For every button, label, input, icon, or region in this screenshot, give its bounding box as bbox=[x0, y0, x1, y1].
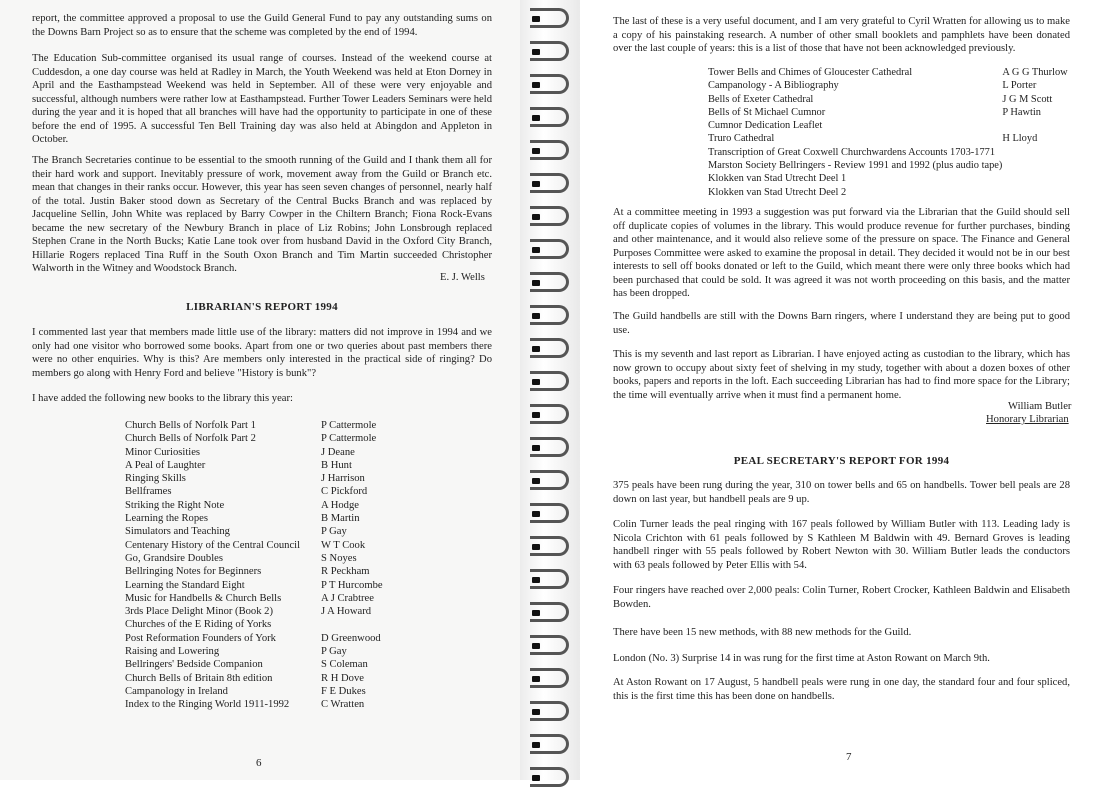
book-author: P Gay bbox=[321, 646, 347, 658]
right-paragraph-7: Four ringers have reached over 2,000 peals: Colin Turner, Robert Crocker, Kathleen Baldwin and Elisabeth Bowden. bbox=[613, 585, 1070, 610]
book-title: Bells of St Michael Cumnor bbox=[708, 106, 826, 118]
book-author: A G G Thurlow bbox=[1002, 67, 1068, 78]
book-author bbox=[1002, 172, 1067, 185]
book-title: Tower Bells and Chimes of Gloucester Cathedral bbox=[708, 67, 913, 78]
list-item bbox=[708, 172, 1068, 185]
book-title: Bellringers' Bedside Companion bbox=[125, 659, 263, 671]
book-author bbox=[1002, 146, 1067, 159]
librarian-report-heading: LIBRARIAN'S REPORT 1994 bbox=[186, 301, 338, 313]
page-number-right: 7 bbox=[846, 751, 852, 763]
book-author: S Coleman bbox=[321, 659, 368, 671]
left-paragraph-5: I have added the following new books to the library this year: bbox=[32, 393, 293, 404]
book-title: Church Bells of Britain 8th edition bbox=[125, 672, 273, 684]
list-item bbox=[708, 132, 1068, 145]
left-signature: E. J. Wells bbox=[440, 272, 485, 283]
book-author: W T Cook bbox=[321, 539, 366, 551]
book-title: Bellringing Notes for Beginners bbox=[125, 566, 262, 578]
signature-role: Honorary Librarian bbox=[986, 414, 1069, 425]
book-author: R Peckham bbox=[321, 566, 370, 578]
peal-secretary-heading: PEAL SECRETARY'S REPORT FOR 1994 bbox=[733, 455, 950, 467]
book-title: Truro Cathedral bbox=[708, 133, 775, 145]
book-author: L Porter bbox=[1002, 80, 1037, 92]
book-title: Church Bells of Norfolk Part 2 bbox=[125, 433, 256, 445]
book-author: B Hunt bbox=[321, 459, 352, 471]
left-paragraph-2: The Education Sub-committee organised its usual range of courses. Instead of the weekend course at Cuddesdon, a one day course was held at Radley in March, the Youth Weekend was held at Eton Dorney in April and the Easthampstead Weekend was held in September. All of these were very enjoyable and successful, although numbers were rather low at Easthampstead. Further Tower Leaders Seminars were held during the year and it is hoped that all branches will have had the opportunity to participate in one of these before the end of 1995. A successful Ten Bell Training day was also held at Abingdon and Appleton in October. bbox=[32, 53, 492, 145]
book-author: F E Dukes bbox=[321, 685, 366, 697]
book-title: Minor Curiosities bbox=[125, 446, 201, 458]
list-item bbox=[708, 146, 1068, 159]
left-paragraph-4: I commented last year that members made little use of the library: matters did not improve in 1994 and we only had one visitor who borrowed some books. Apart from one or two queries about past members there were no other enquiries. Why is this? Are members only interested in the practical side of ringing? Do members go along with Henry Ford and believe "History is bunk"? bbox=[32, 327, 492, 379]
book-author bbox=[1002, 119, 1067, 132]
right-paragraph-8: There have been 15 new methods, with 88 new methods for the Guild. bbox=[613, 627, 912, 638]
book-author: A J Crabtree bbox=[321, 592, 374, 604]
right-paragraph-2: At a committee meeting in 1993 a suggestion was put forward via the Librarian that the Guild should sell off duplicate copies of volumes in the library. This would produce revenue for further purchases, binding and other maintenance, and it would also relieve some of the pressure on space. The Finance and General Purposes Committee were asked to examine the proposal in detail. They decided it would not be in our best interests to sell off books donated or left to the Guild, which meant there were only three books which had been purchased that could be sold. It was agreed it was not worth proceeding on this basis, and the matter has been dropped. bbox=[613, 207, 1070, 299]
right-paragraph-6: Colin Turner leads the peal ringing with 167 peals followed by William Butler with 113. Leading lady is Nicola Crichton with 61 peals followed by S Kathleen M Baldwin with 49. Bernard Groves is leading handbell ringer with 55 peals followed by Robert Newton with 30. William Butler leads the conductors with 63 peals followed by Peter Ellis with 54. bbox=[613, 519, 1070, 571]
book-author: H Lloyd bbox=[1002, 133, 1038, 145]
book-title: Learning the Ropes bbox=[125, 513, 208, 525]
book-title: Index to the Ringing World 1911-1992 bbox=[125, 699, 290, 711]
right-paragraph-9: London (No. 3) Surprise 14 in was rung for the first time at Aston Rowant on March 9th. bbox=[613, 653, 990, 664]
page-number-left: 6 bbox=[256, 757, 262, 769]
book-author: P Hawtin bbox=[1002, 106, 1041, 118]
left-paragraph-1: report, the committee approved a proposal to use the Guild General Fund to pay any outstanding sums on the Downs Barn Project so as to ensure that the scheme was completed by the end of 1994. bbox=[32, 13, 492, 38]
book-title: Raising and Lowering bbox=[125, 646, 220, 658]
list-item bbox=[708, 119, 1068, 132]
list-item bbox=[708, 186, 1068, 199]
right-paragraph-4: This is my seventh and last report as Librarian. I have enjoyed acting as custodian to the library, which has now grown to occupy about sixty feet of shelving in my study, together with about a dozen boxes of other books, papers and reports in the loft. Each succeeding Librarian has had to find more space for the Library; the time will eventually arrive when it must find a permanent home. bbox=[613, 349, 1070, 401]
book-author bbox=[1002, 186, 1067, 199]
book-title: Cumnor Dedication Leaflet bbox=[708, 120, 823, 132]
book-title: Music for Handbells & Church Bells bbox=[125, 592, 282, 604]
book-author bbox=[1002, 159, 1067, 172]
book-title: Marston Society Bellringers - Review 1991 and 1992 (plus audio tape) bbox=[708, 160, 1003, 172]
donated-booklets-list bbox=[708, 66, 1068, 199]
book-author: C Wratten bbox=[321, 699, 365, 711]
book-author: P Gay bbox=[321, 526, 347, 538]
book-author: P Cattermole bbox=[321, 433, 377, 445]
list-item bbox=[708, 159, 1068, 172]
book-author: J G M Scott bbox=[1002, 93, 1053, 105]
book-title: Church Bells of Norfolk Part 1 bbox=[125, 420, 256, 431]
book-author: A Hodge bbox=[321, 499, 359, 511]
list-item bbox=[708, 79, 1068, 92]
book-title: Simulators and Teaching bbox=[125, 526, 230, 538]
book-author: B Martin bbox=[321, 513, 360, 525]
book-title: Campanology in Ireland bbox=[125, 685, 228, 697]
book-title: Bellframes bbox=[125, 486, 172, 498]
book-author: P T Hurcombe bbox=[321, 579, 383, 591]
book-title: Churches of the E Riding of Yorks bbox=[125, 619, 272, 631]
list-item bbox=[708, 66, 1068, 79]
right-paragraph-10: At Aston Rowant on 17 August, 5 handbell peals were rung in one day, the standard four and four spliced, this is the first time this has been done on handbells. bbox=[613, 677, 1070, 702]
book-title: 3rds Place Delight Minor (Book 2) bbox=[125, 606, 273, 618]
book-author: J A Howard bbox=[321, 606, 372, 618]
book-title: Go, Grandsire Doubles bbox=[125, 552, 223, 564]
book-author: C Pickford bbox=[321, 486, 368, 498]
book-author: J Harrison bbox=[321, 473, 365, 485]
list-item bbox=[708, 93, 1068, 106]
book-title: Transcription of Great Coxwell Churchwardens Accounts 1703-1771 bbox=[708, 146, 996, 158]
book-author: P Cattermole bbox=[321, 420, 377, 431]
book-title: Klokken van Stad Utrecht Deel 2 bbox=[708, 186, 847, 198]
book-author: S Noyes bbox=[321, 552, 357, 564]
book-title: Campanology - A Bibliography bbox=[708, 80, 839, 92]
left-paragraph-3: The Branch Secretaries continue to be essential to the smooth running of the Guild and I thank them all for their hard work and support. Inevitably pressure of work, movement away from the Guild or Branch etc. mean that changes in their ranks occur. However, this year has seen seven changes of personnel, nearly half of the total. Justin Baker stood down as Secretary of the Central Bucks Branch and was replaced by Jacqueline Sellin, John White was replaced by Barry Cowper in the Chiltern Branch; Fiona Rock-Evans became the new secretary of the Newbury Branch in place of Liz Robins; John Lonsbrough replaced Stephen Crane in the North Bucks; Katie Lane took over from husband David in the Oxford City Branch, Hillarie Rogers replaced Tina Ruff in the South Oxon Branch and Tim Martin succeeded Christopher Walworth in the Witney and Woodstock Branch. bbox=[32, 155, 492, 274]
right-paragraph-5: 375 peals have been rung during the year, 310 on tower bells and 65 on handbells. Tower bell peals are 28 down on last year, but handbell peals are 9 up. bbox=[613, 480, 1070, 505]
signature-name: William Butler bbox=[1008, 401, 1072, 412]
book-title: Striking the Right Note bbox=[125, 499, 225, 511]
book-title: Ringing Skills bbox=[125, 473, 186, 485]
book-title: Centenary History of the Central Council bbox=[125, 539, 301, 551]
book-title: Bells of Exeter Cathedral bbox=[708, 93, 814, 105]
book-author: R H Dove bbox=[321, 672, 364, 684]
book-title: Klokken van Stad Utrecht Deel 1 bbox=[708, 173, 847, 185]
right-paragraph-3: The Guild handbells are still with the Downs Barn ringers, where I understand they are being put to good use. bbox=[613, 311, 1070, 336]
list-item bbox=[708, 106, 1068, 119]
book-title: A Peal of Laughter bbox=[125, 459, 206, 471]
book-title: Post Reformation Founders of York bbox=[125, 632, 276, 644]
book-author: D Greenwood bbox=[321, 632, 381, 644]
book-author: J Deane bbox=[321, 446, 355, 458]
right-paragraph-1: The last of these is a very useful document, and I am very grateful to Cyril Wratten for allowing us to make a copy of his painstaking research. A number of other small booklets and pamphlets have been donated over the last couple of years: this is a list of those that have not been acknowledged previously. bbox=[613, 16, 1070, 54]
book-title: Learning the Standard Eight bbox=[125, 579, 245, 591]
